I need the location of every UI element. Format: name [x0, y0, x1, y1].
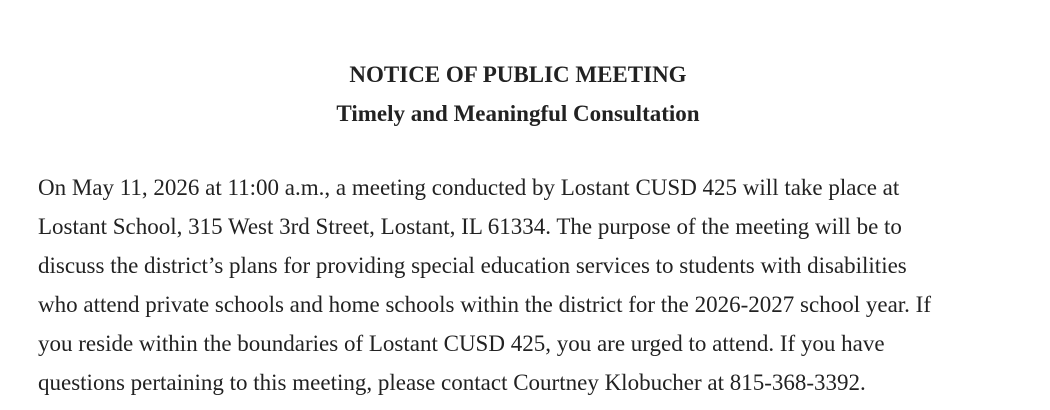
notice-body [38, 168, 1013, 402]
notice-body-line: you reside within the boundaries of Lostant CUSD 425, you are urged to attend. If you have [38, 331, 885, 356]
notice-body-line: discuss the district’s plans for providing special education services to students with disabilities [38, 253, 907, 278]
notice-subtitle: Timely and Meaningful Consultation [336, 101, 700, 126]
notice-body-line: who attend private schools and home schools within the district for the 2026-2027 school year. If [38, 292, 931, 317]
notice-body-line: Lostant School, 315 West 3rd Street, Lostant, IL 61334. The purpose of the meeting will be to [38, 214, 902, 239]
notice-title: NOTICE OF PUBLIC MEETING [349, 62, 687, 87]
notice-body-line: questions pertaining to this meeting, please contact Courtney Klobucher at 815-368-3392. [38, 370, 866, 395]
notice-body-line: On May 11, 2026 at 11:00 a.m., a meeting conducted by Lostant CUSD 425 will take place at [38, 175, 900, 200]
